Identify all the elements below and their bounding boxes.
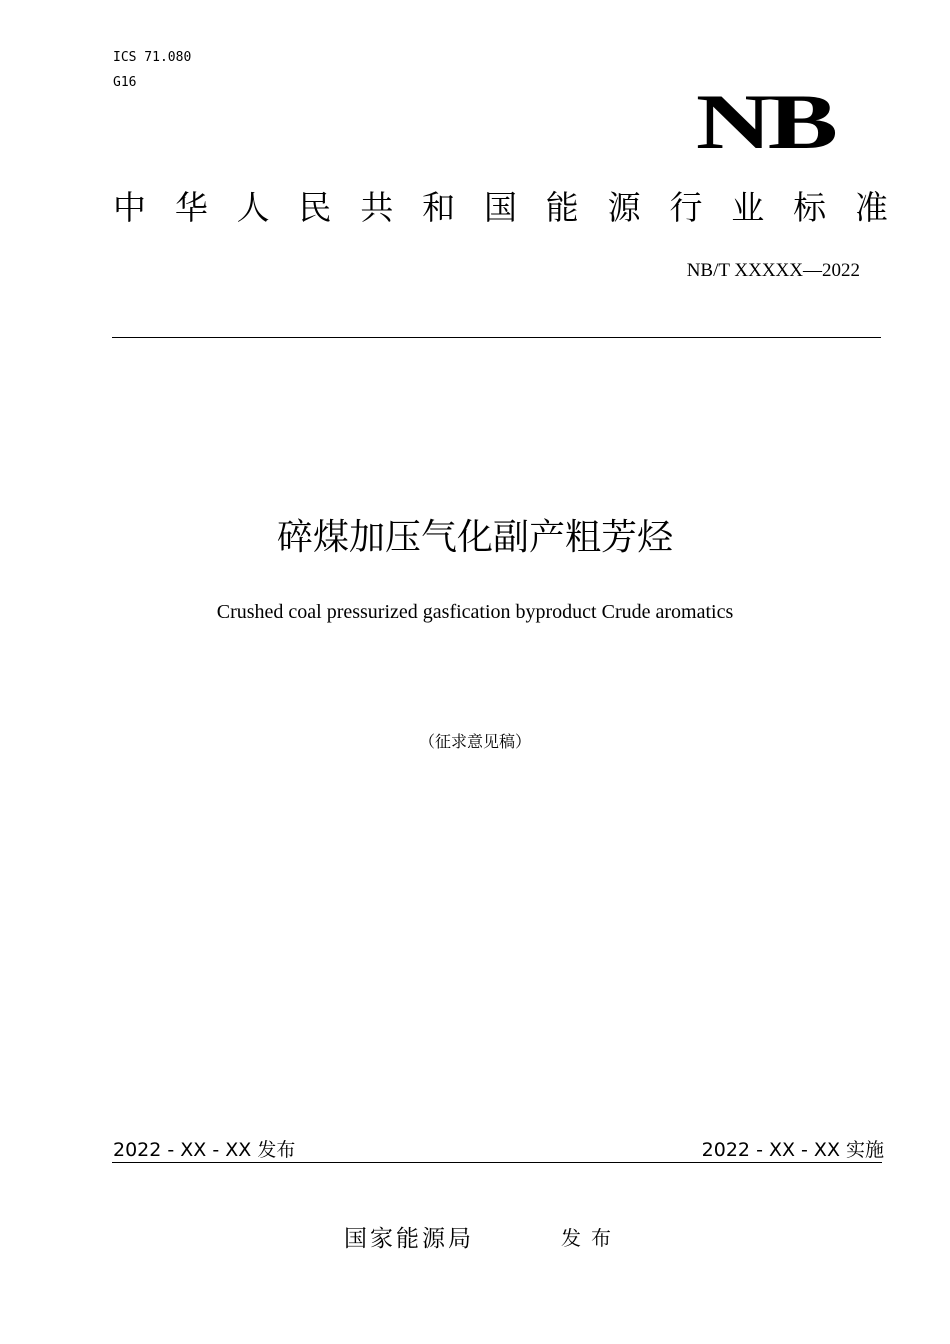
title-char: 共 bbox=[360, 188, 394, 227]
title-char: 业 bbox=[731, 188, 765, 227]
issue-date: 2022 - XX - XX 发布 bbox=[113, 1139, 296, 1161]
footer-divider bbox=[112, 1162, 882, 1163]
nb-logo: NB bbox=[695, 78, 834, 165]
title-char: 标 bbox=[793, 188, 827, 227]
document-title-chinese: 碎煤加压气化副产粗芳烃 bbox=[276, 517, 673, 558]
draft-status: （征求意见稿） bbox=[418, 732, 531, 751]
standard-category-title bbox=[113, 188, 888, 228]
publish-label: 发布 bbox=[561, 1226, 621, 1250]
issuing-authority: 国家能源局 bbox=[344, 1226, 474, 1252]
title-char: 国 bbox=[483, 188, 517, 227]
document-title-english: Crushed coal pressurized gasfication byproduct Crude aromatics bbox=[216, 601, 734, 623]
title-char: 和 bbox=[422, 188, 456, 227]
title-char: 华 bbox=[174, 188, 208, 227]
ics-code: ICS 71.080 bbox=[113, 50, 192, 65]
title-char: 人 bbox=[236, 188, 270, 227]
standard-number: NB/T XXXXX—2022 bbox=[686, 260, 860, 281]
ccs-code: G16 bbox=[113, 75, 137, 90]
title-char: 源 bbox=[607, 188, 641, 227]
title-char: 民 bbox=[298, 188, 332, 227]
title-char: 能 bbox=[545, 188, 579, 227]
title-char: 行 bbox=[669, 188, 703, 227]
title-char: 中 bbox=[113, 188, 146, 227]
title-char: 准 bbox=[854, 188, 888, 227]
implementation-date: 2022 - XX - XX 实施 bbox=[701, 1139, 884, 1161]
header-divider bbox=[112, 337, 881, 338]
